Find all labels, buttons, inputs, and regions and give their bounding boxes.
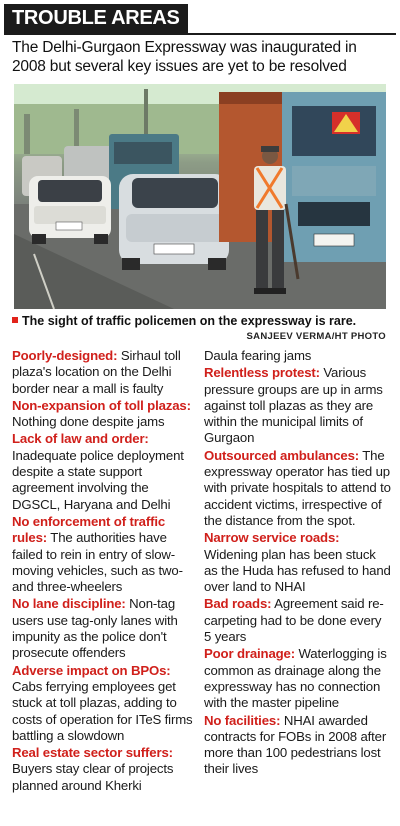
header: [0, 0, 400, 34]
issue-head: No lane discipline:: [12, 596, 126, 612]
photo-caption: [12, 313, 392, 329]
issue-head: Poorly-designed:: [12, 348, 118, 363]
issue-body: Widening plan has been stuck as the Huda has refused to hand over land to NHAI: [204, 546, 391, 595]
issue-item: [204, 448, 392, 529]
issue-item: [12, 663, 200, 744]
issue-body: The expressway operator has tied up with private hospitals to attend to accident victims, irrespective of the distance from the spot.: [204, 447, 391, 528]
issue-body: Buyers stay clear of projects planned around Kherki: [12, 761, 174, 793]
header-rule: [4, 33, 396, 35]
issue-continuation: Daula fearing jams: [204, 348, 312, 363]
issue-item: [12, 431, 200, 512]
issue-head: Relentless protest:: [204, 365, 320, 381]
issue-item: [204, 530, 392, 595]
issue-body: Agreement said re-carpeting had to be done every 5 years: [204, 596, 384, 645]
issue-body: Non-tag users use tag-only lanes with impunity as the police don't prosecute offenders: [12, 596, 178, 661]
issue-body: Cabs ferrying employees get stuck at toll plazas, adding to costs of operation for ITeS firms battling a slowdown: [12, 678, 193, 743]
section-title: TROUBLE AREAS: [4, 4, 188, 33]
issue-item: [204, 365, 392, 446]
issue-item: [204, 596, 392, 645]
traffic-scene-illustration: [14, 84, 386, 309]
issue-head: No enforcement of traffic rules:: [12, 513, 166, 546]
issues-column-left: [12, 348, 200, 795]
issue-body: Waterlogging is common as drainage along the expressway has no connection with the master pipeline: [204, 646, 387, 711]
issue-head: Non-expansion of toll plazas:: [12, 397, 191, 413]
issue-body: Nothing done despite jams: [12, 414, 165, 430]
issue-item: [12, 398, 200, 431]
issue-body: Various pressure groups are up in arms against toll plazas as they are within the municipal limits of Gurgaon: [204, 365, 383, 446]
issue-head: Outsourced ambulances:: [204, 447, 359, 463]
issue-head: No facilities:: [204, 712, 281, 728]
issue-head: Narrow service roads:: [204, 530, 340, 546]
issue-body: NHAI awarded contracts for FOBs in 2008 after more than 100 pedestrians lost their lives: [204, 712, 387, 777]
issue-body: Sirhaul toll plaza's location on the Delhi border near a mall is faulty: [12, 348, 181, 396]
issue-item: [12, 745, 200, 794]
caption-bullet-icon: [12, 317, 18, 323]
issues-column-right: [204, 348, 392, 779]
issue-body: Inadequate police deployment despite a state support agreement involving the DGSCL, Haryana and Delhi: [12, 447, 184, 512]
caption-text: The sight of traffic policemen on the expressway is rare.: [22, 314, 357, 328]
issue-item: [204, 713, 392, 778]
issue-item: [12, 348, 200, 397]
traffic-photo: [14, 84, 386, 309]
issue-head: Bad roads:: [204, 596, 272, 612]
issue-item: [12, 596, 200, 661]
issue-item: [204, 646, 392, 711]
subheadline: The Delhi-Gurgaon Expressway was inaugurated in 2008 but several key issues are yet to be resolved: [12, 39, 357, 75]
issue-head: Adverse impact on BPOs:: [12, 662, 171, 678]
photo-credit: SANJEEV VERMA/HT PHOTO: [246, 331, 386, 342]
issue-head: Lack of law and order:: [12, 431, 149, 447]
issues-columns: [12, 348, 392, 818]
issue-head: Poor drainage:: [204, 646, 295, 662]
issue-item: [12, 514, 200, 595]
issue-body: The authorities have failed to rein in entry of slow-moving vehicles, such as two- and three-wheelers: [12, 530, 183, 595]
issue-head: Real estate sector suffers:: [12, 745, 173, 761]
